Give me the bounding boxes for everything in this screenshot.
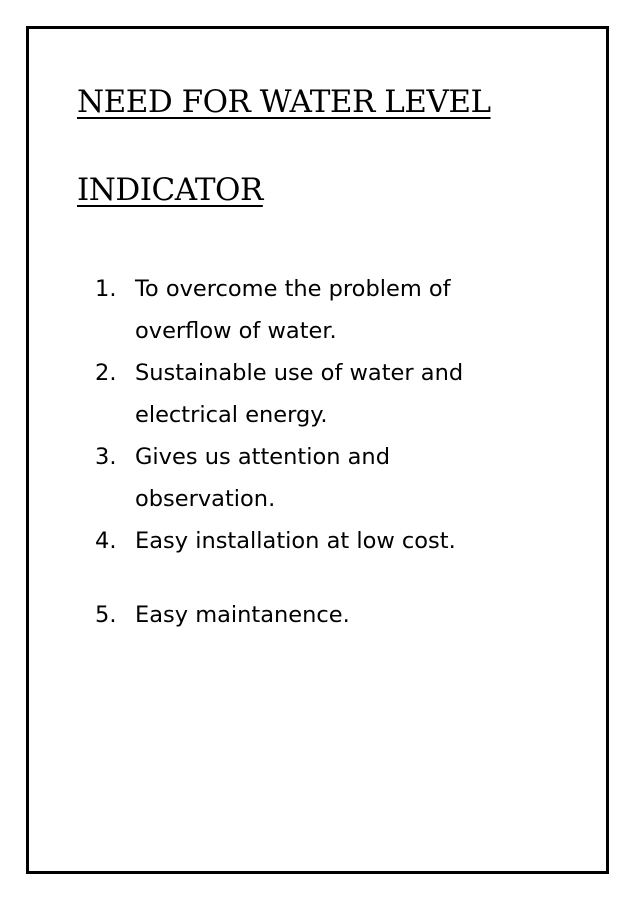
list-item-text: Easy maintanence. [135,602,350,628]
list-item [95,436,515,520]
list-item [95,268,515,352]
list-item [95,594,515,636]
list-item-text: To overcome the problem of overflow of water. [135,276,451,344]
list-item-number: 2. [95,360,117,386]
list-item-text: Sustainable use of water and electrical energy. [135,360,464,428]
list-item [95,352,515,436]
list-item-text: Gives us attention and observation. [135,444,390,512]
page-title-line-2: INDICATOR [77,172,263,208]
list-item-text: Easy installation at low cost. [135,528,456,554]
list-item-number: 4. [95,528,117,554]
list-item-number: 3. [95,444,117,470]
list-item [95,520,515,562]
list-item-number: 1. [95,276,117,302]
page-title-line-1: NEED FOR WATER LEVEL [77,84,491,120]
list-item-number: 5. [95,602,117,628]
